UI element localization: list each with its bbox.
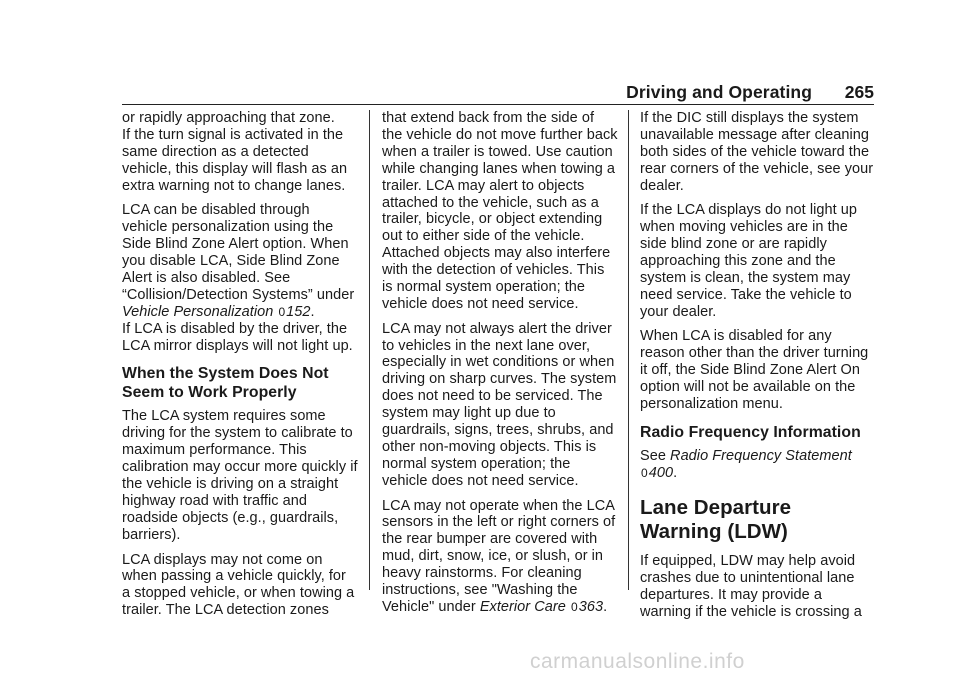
section-heading: When the System Does Not Seem to Work Properly: [122, 365, 329, 402]
page-header: [122, 80, 874, 105]
chapter-heading: Lane Departure Warning (LDW): [640, 495, 792, 544]
paragraph: When LCA is disabled for any reason other than the driver turning it off, the Side Blind Zone Alert On option will not be available on the personalization menu.: [640, 328, 869, 413]
column-3: [640, 110, 876, 628]
page-ref[interactable]: 400: [648, 464, 674, 481]
paragraph: or rapidly approaching that zone.: [122, 110, 335, 126]
page-ref-icon: 0: [570, 599, 578, 614]
page-number: 265: [844, 82, 874, 102]
paragraph: The LCA system requires some driving for the system to calibrate to maximum performance. This calibration may occur more quickly if the vehicle is driving on a straight highway road with traffic and roadside objects (e.g., guardrails, barriers).: [122, 408, 358, 543]
paragraph: LCA can be disabled through vehicle personalization using the Side Blind Zone Alert option. When you disable LCA, Side Blind Zone Alert is also disabled. See “Collision/Detection Systems” under Vehicle Personalization 0152.: [122, 202, 355, 320]
page-ref-icon: 0: [278, 304, 286, 319]
column-divider: [628, 110, 629, 590]
page-ref[interactable]: 363: [578, 598, 604, 615]
watermark: carmanualsonline.info: [530, 650, 745, 673]
paragraph: LCA may not operate when the LCA sensors in the left or right corners of the rear bumper are covered with mud, dirt, snow, ice, or slush, or in heavy rainstorms. For cleaning instructions, see "Washing the Vehicle" under Exterior Care 0363.: [382, 497, 616, 615]
paragraph: that extend back from the side of the vehicle do not move further back when a trailer is towed. Use caution while changing lanes when towing a trailer. LCA may alert to objects attached to the vehicle, such as a trailer, bicycle, or object extending out to either side of the vehicle. Attached objects may also interfere with the detection of vehicles. This is normal system operation; the vehicle does not need service.: [382, 110, 618, 312]
paragraph: LCA may not always alert the driver to vehicles in the next lane over, especially in wet conditions or when driving on sharp curves. The system does not need to be serviced. The system may light up due to guardrails, signs, trees, shrubs, and other non-moving objects. This is normal system operation; the vehicle does not need service.: [382, 320, 617, 489]
section-title: Driving and Operating: [626, 82, 812, 102]
cross-reference-link[interactable]: Exterior Care: [479, 598, 566, 615]
cross-reference-link[interactable]: Radio Frequency Statement: [670, 448, 852, 464]
paragraph: LCA displays may not come on when passing a vehicle quickly, for a stopped vehicle, or when towing a trailer. The LCA detection zones: [122, 551, 355, 619]
paragraph: If LCA is disabled by the driver, the LCA mirror displays will not light up.: [122, 320, 353, 354]
column-divider: [369, 110, 370, 590]
section-heading: Radio Frequency Information: [640, 424, 861, 441]
page-ref-icon: 0: [641, 465, 648, 480]
paragraph: See Radio Frequency Statement 0400.: [640, 448, 852, 481]
column-2: [382, 110, 618, 624]
cross-reference-link[interactable]: Vehicle Personalization: [122, 303, 274, 320]
paragraph: If the LCA displays do not light up when moving vehicles are in the side blind zone or are rapidly approaching this zone and the system is clean, the system may need service. Take the vehicle to your dealer.: [640, 202, 857, 320]
paragraph: If equipped, LDW may help avoid crashes due to unintentional lane departures. It may provide a warning if the vehicle is crossing a: [640, 552, 862, 620]
paragraph: If the turn signal is activated in the same direction as a detected vehicle, this display will flash as an extra warning not to change lanes.: [122, 126, 348, 194]
column-1: [122, 110, 358, 627]
page-ref[interactable]: 152: [286, 303, 311, 320]
paragraph: If the DIC still displays the system unavailable message after cleaning both sides of the vehicle toward the rear corners of the vehicle, see your dealer.: [640, 110, 874, 194]
